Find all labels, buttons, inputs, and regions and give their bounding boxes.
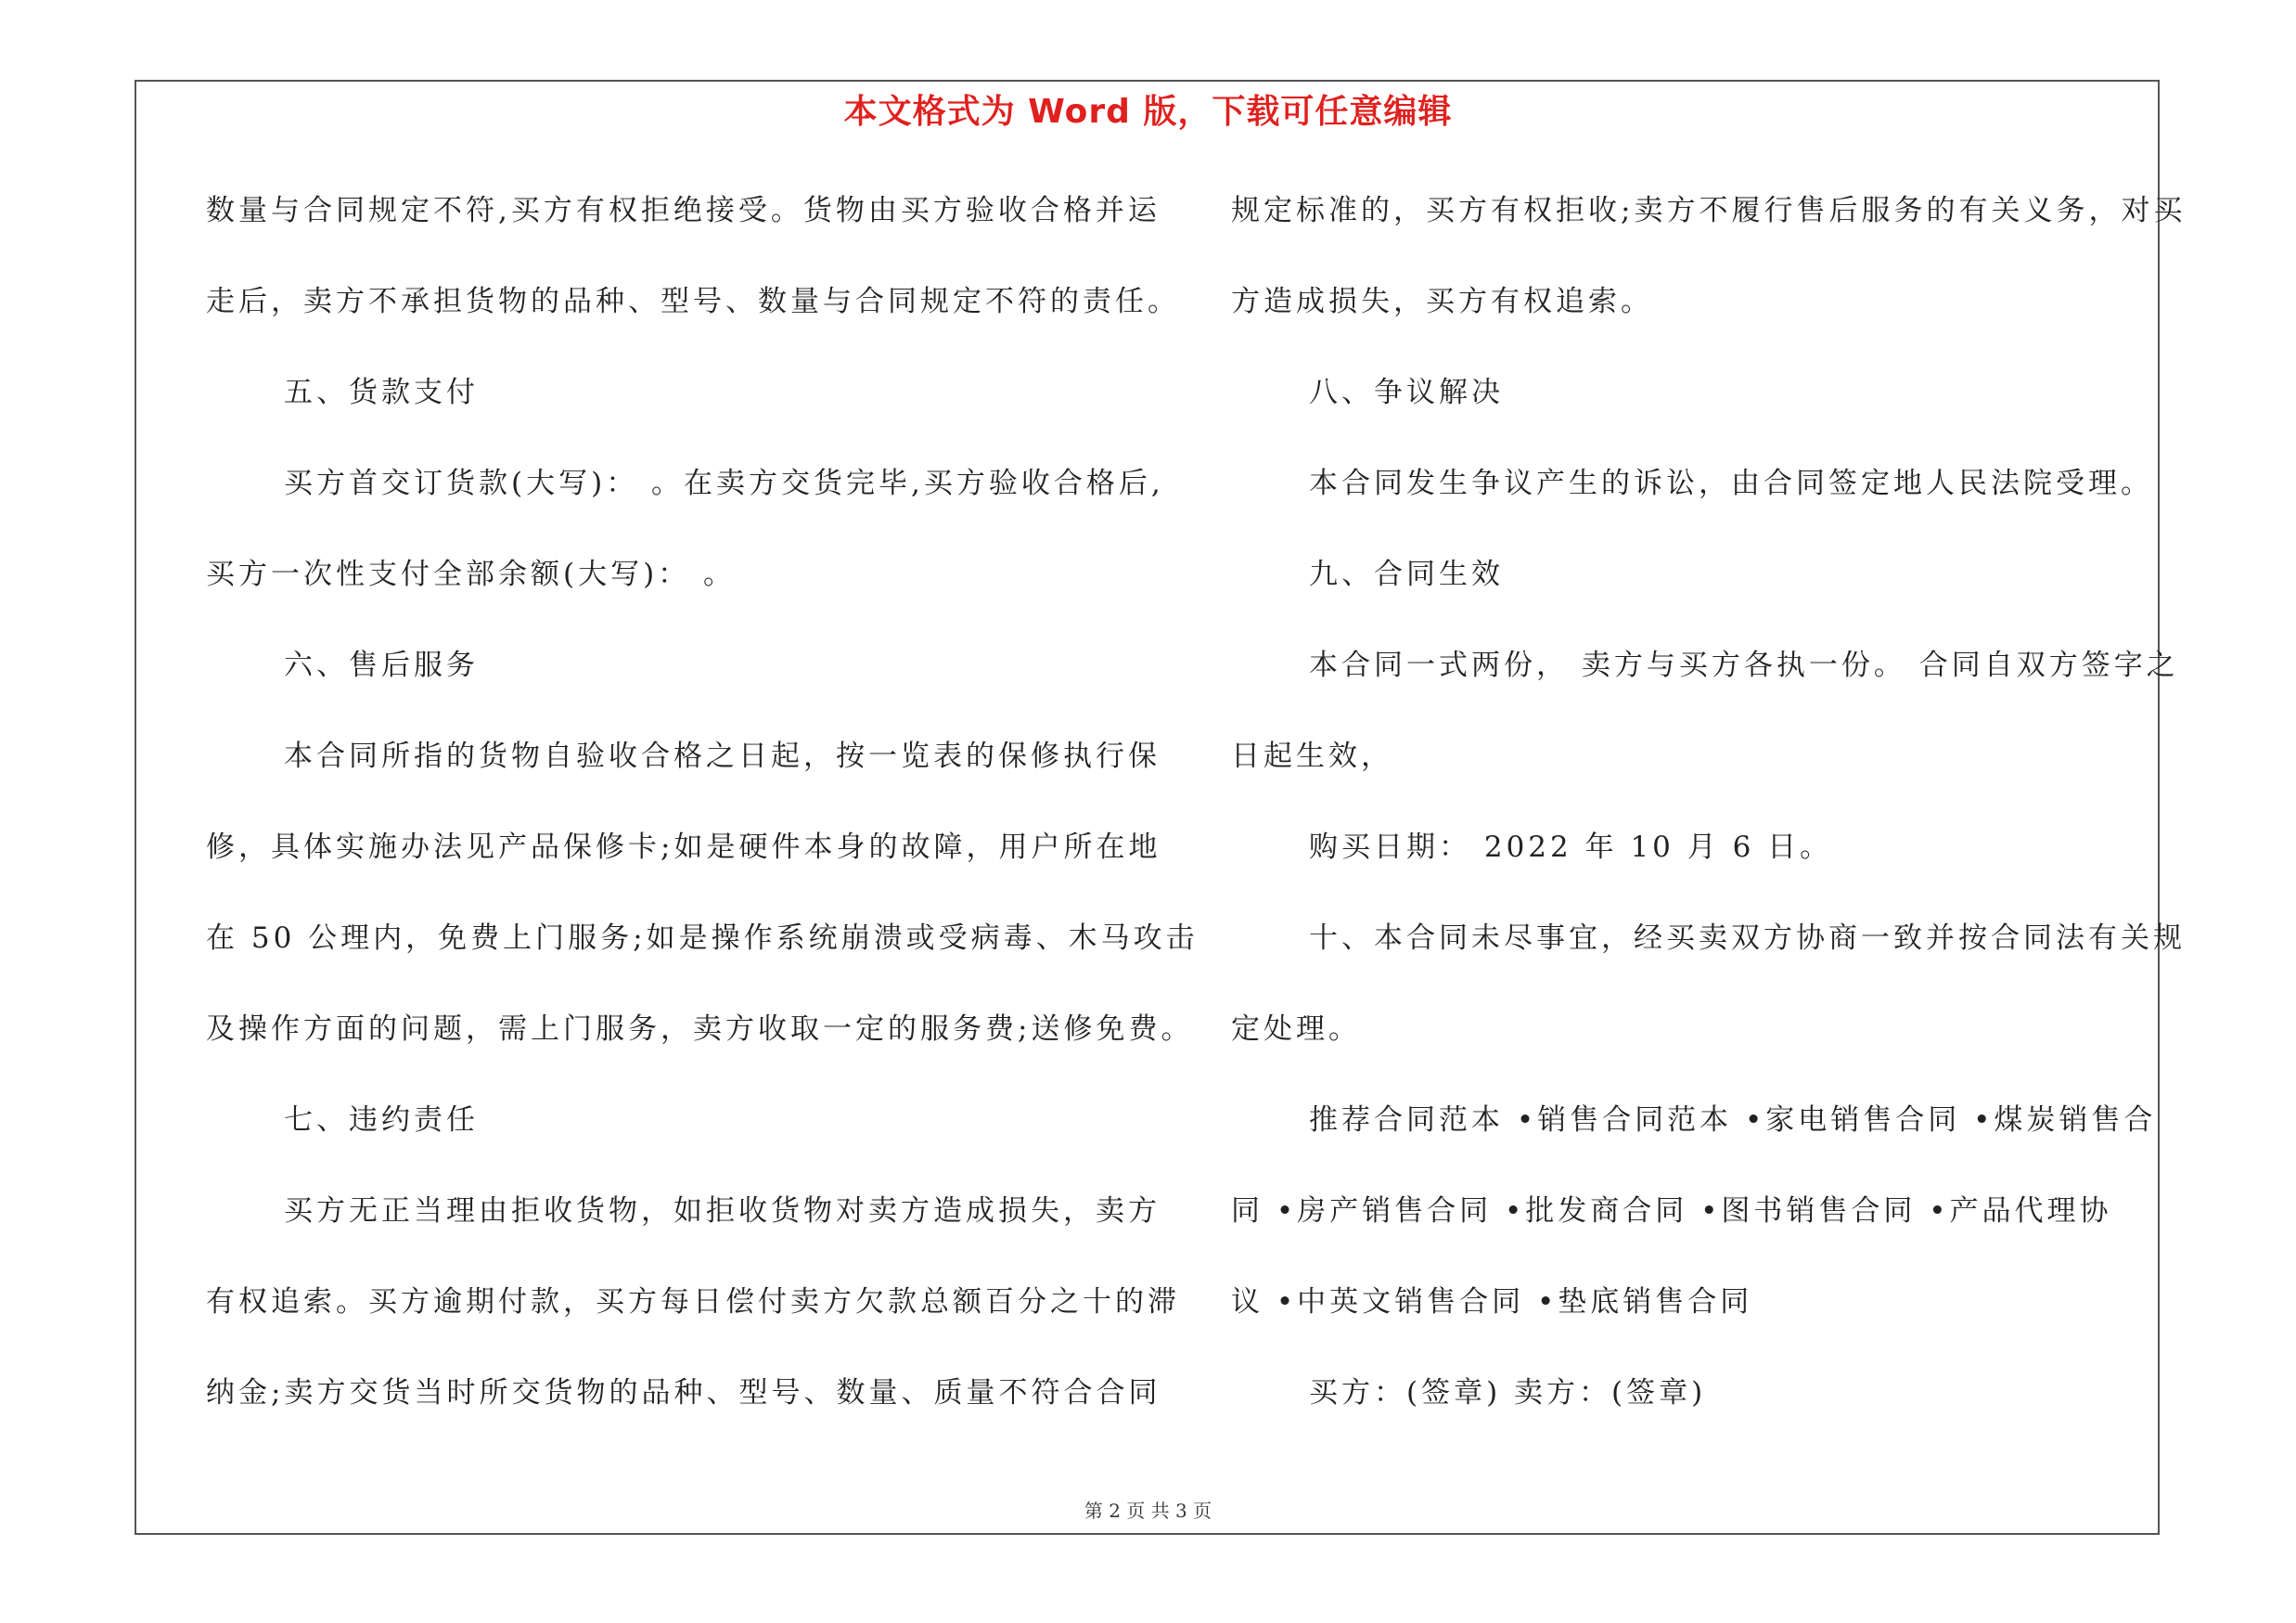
text-line: 九、合同生效 (1309, 558, 1504, 591)
text-line: 买方：(签章) 卖方：(签章) (1309, 1376, 1707, 1410)
text-line: 日起生效， (1231, 740, 1393, 773)
text-line: 方造成损失，买方有权追索。 (1231, 285, 1653, 318)
page-footer: 第 2 页 共 3 页 (1084, 1500, 1212, 1522)
text-line: 修，具体实施办法见产品保修卡;如是硬件本身的故障，用户所在地 (206, 831, 1161, 864)
text-line: 推荐合同范本 •销售合同范本 •家电销售合同 •煤炭销售合 (1309, 1103, 2157, 1137)
left-column (206, 182, 1199, 1455)
text-line: 在 50 公理内，免费上门服务;如是操作系统崩溃或受病毒、木马攻击 (206, 921, 1199, 955)
banner-title: 本文格式为 Word 版，下载可任意编辑 (843, 93, 1453, 131)
text-line: 本合同所指的货物自验收合格之日起，按一览表的保修执行保 (284, 740, 1161, 773)
text-line: 十、本合同未尽事宜，经买卖双方协商一致并按合同法有关规 (1309, 921, 2186, 955)
text-line: 五、货款支付 (284, 376, 479, 409)
text-line: 六、售后服务 (284, 649, 479, 682)
text-line: 买方无正当理由拒收货物，如拒收货物对卖方造成损失，卖方 (284, 1194, 1161, 1228)
text-line: 七、违约责任 (284, 1103, 479, 1137)
text-line: 购买日期： 2022 年 10 月 6 日。 (1309, 831, 1833, 864)
text-line: 有权追索。买方逾期付款，买方每日偿付卖方欠款总额百分之十的滞 (206, 1285, 1180, 1319)
text-line: 定处理。 (1231, 1012, 1361, 1046)
text-line: 买方首交订货款(大写)： 。在卖方交货完毕,买方验收合格后, (284, 467, 1164, 500)
text-line: 规定标准的，买方有权拒收;卖方不履行售后服务的有关义务，对买 (1231, 194, 2187, 227)
text-line: 同 •房产销售合同 •批发商合同 •图书销售合同 •产品代理协 (1231, 1194, 2112, 1228)
text-line: 纳金;卖方交货当时所交货物的品种、型号、数量、质量不符合合同 (206, 1376, 1161, 1410)
text-line: 及操作方面的问题，需上门服务，卖方收取一定的服务费;送修免费。 (206, 1012, 1194, 1046)
text-line: 买方一次性支付全部余额(大写)： 。 (206, 558, 737, 591)
text-line: 本合同发生争议产生的诉讼，由合同签定地人民法院受理。 (1309, 467, 2153, 500)
text-line: 八、争议解决 (1309, 376, 1504, 409)
text-line: 走后，卖方不承担货物的品种、型号、数量与合同规定不符的责任。 (206, 285, 1180, 318)
right-column (1231, 182, 2187, 1455)
text-line: 本合同一式两份， 卖方与买方各执一份。 合同自双方签字之 (1309, 649, 2179, 682)
text-line: 数量与合同规定不符,买方有权拒绝接受。货物由买方验收合格并运 (206, 194, 1161, 227)
text-line: 议 •中英文销售合同 •垫底销售合同 (1231, 1285, 1753, 1319)
